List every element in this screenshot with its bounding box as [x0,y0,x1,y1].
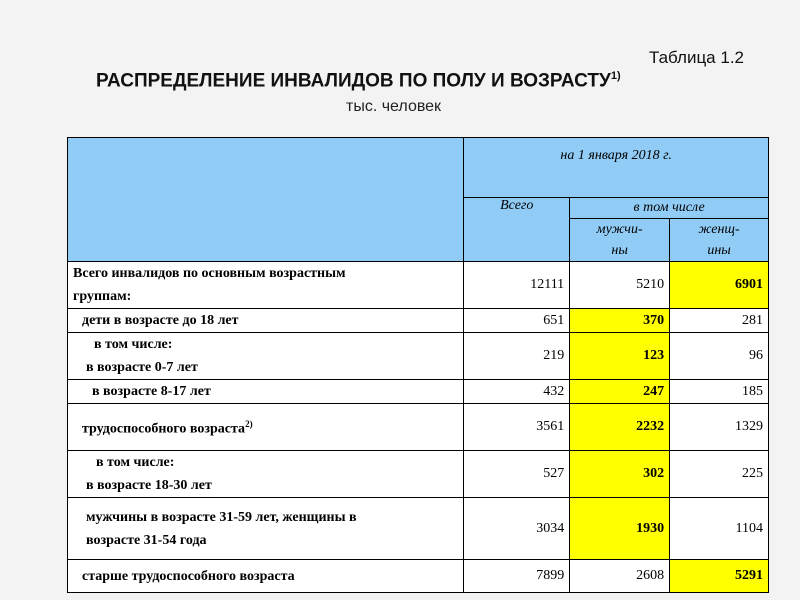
row-label: старше трудоспособного возраста [68,560,464,593]
cell-women: 185 [670,380,769,404]
cell-total: 527 [464,451,570,498]
cell-men: 1930 [570,498,670,560]
row-label-footnote: 2) [245,419,253,430]
page-title [96,70,621,92]
header-total: Всего [464,198,570,262]
cell-men: 2608 [570,560,670,593]
row-label-line1: Всего инвалидов по основным возрастным [73,266,346,281]
cell-men: 5210 [570,262,670,309]
cell-total: 219 [464,333,570,380]
title-footnote: 1) [610,70,621,82]
row-label-line2: возрасте 31-54 года [86,532,207,548]
table-row [68,404,769,451]
table-row [68,309,769,333]
row-label [68,404,464,451]
data-table [67,137,769,593]
header-men [570,219,670,262]
header-men-line2: ны [611,243,628,258]
row-label [68,333,464,380]
row-label-line2: группам: [73,289,132,304]
cell-total: 651 [464,309,570,333]
table-caption: Таблица 1.2 [648,48,744,67]
row-label: в возрасте 8-17 лет [68,380,464,404]
cell-total: 3034 [464,498,570,560]
cell-total: 12111 [464,262,570,309]
header-blank-cell [68,138,464,262]
cell-women: 225 [670,451,769,498]
title-text: РАСПРЕДЕЛЕНИЕ ИНВАЛИДОВ ПО ПОЛУ И ВОЗРАСТУ [96,70,611,92]
header-including: в том числе [570,198,769,219]
cell-women: 1329 [670,404,769,451]
table-row [68,560,769,593]
cell-men: 302 [570,451,670,498]
cell-women: 96 [670,333,769,380]
cell-women: 6901 [670,262,769,309]
table-row [68,333,769,380]
row-label-line2: в возрасте 0-7 лет [86,360,198,375]
cell-men: 247 [570,380,670,404]
row-label-line1: мужчины в возрасте 31-59 лет, женщины в [86,509,357,525]
row-label-line1: в том числе: [96,455,175,470]
cell-men: 123 [570,333,670,380]
table-row [68,380,769,404]
units-label: тыс. человек [346,98,442,115]
row-label-line1: в том числе: [94,337,173,352]
table-row [68,451,769,498]
row-label [68,451,464,498]
cell-total: 7899 [464,560,570,593]
row-label [68,498,464,560]
header-men-line1: мужчи- [596,222,643,237]
cell-women: 5291 [670,560,769,593]
header-women-line2: ины [707,243,731,258]
cell-total: 432 [464,380,570,404]
row-label: дети в возрасте до 18 лет [68,309,464,333]
cell-men: 370 [570,309,670,333]
table-row [68,262,769,309]
table-row [68,498,769,560]
row-label-text: трудоспособного возраста [82,421,246,437]
row-label-line2: в возрасте 18-30 лет [86,478,212,493]
cell-women: 1104 [670,498,769,560]
header-women-line1: женщ- [698,222,740,237]
cell-total: 3561 [464,404,570,451]
header-date: на 1 января 2018 г. [464,138,769,198]
cell-women: 281 [670,309,769,333]
row-label [68,262,464,309]
header-women [670,219,769,262]
cell-men: 2232 [570,404,670,451]
